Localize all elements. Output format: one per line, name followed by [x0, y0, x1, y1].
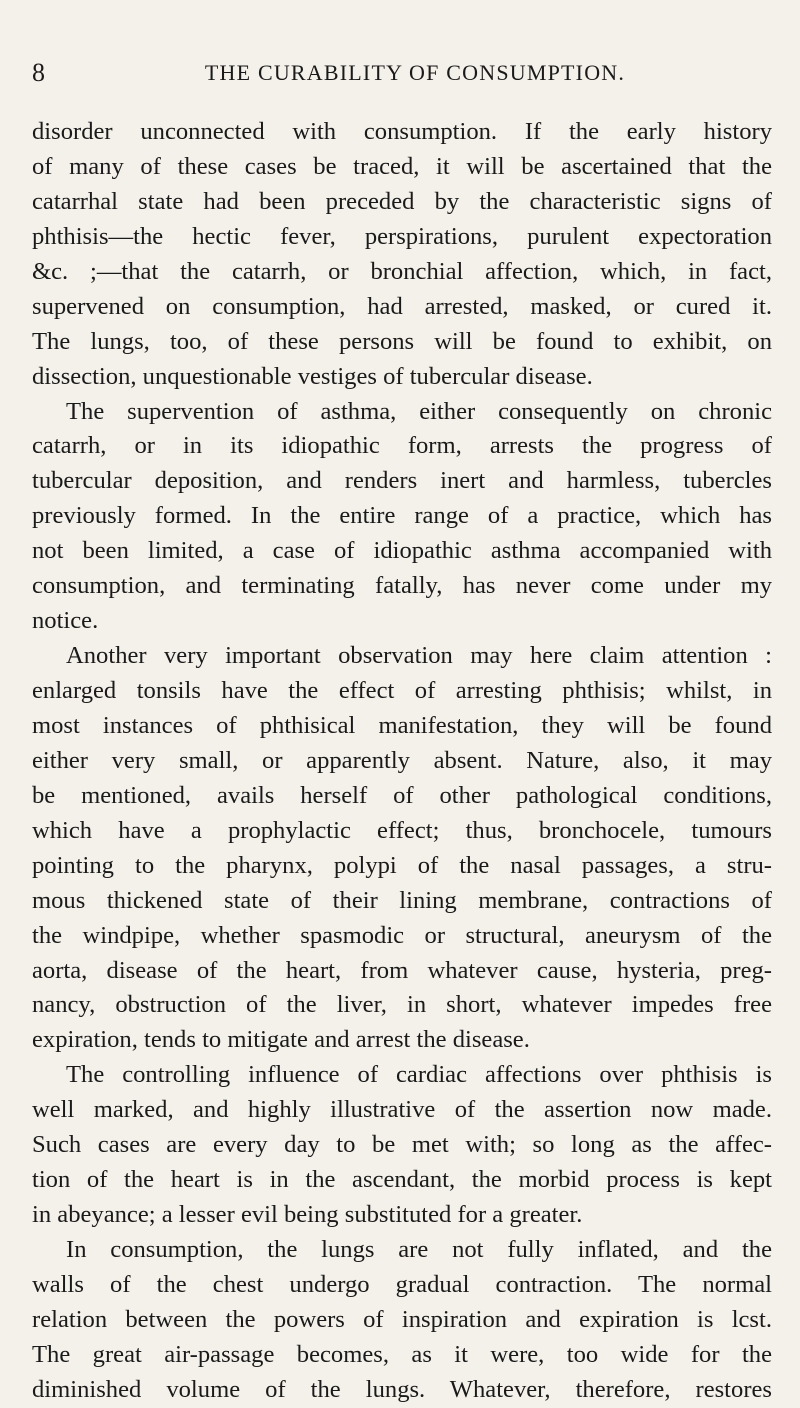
text-line: consumption, and terminating fatally, has never come under my — [32, 572, 772, 600]
text-line: enlarged tonsils have the effect of arresting phthisis; whilst, in — [32, 677, 772, 704]
text-line: nancy, obstruction of the liver, in short, whatever impedes free — [32, 991, 772, 1019]
text-line: phthisis—the hectic fever, perspirations, purulent expectoration — [32, 222, 772, 250]
text-line: The supervention of asthma, either consequently on chronic — [66, 397, 772, 425]
text-line: catarrhal state had been preceded by the characteristic signs of — [32, 187, 772, 215]
text-line: pointing to the pharynx, polypi of the nasal passages, a stru- — [32, 851, 772, 879]
text-line: The lungs, too, of these persons will be found to exhibit, on — [32, 327, 772, 355]
text-line: supervened on consumption, had arrested, masked, or cured it. — [32, 292, 772, 320]
text-line: The controlling influence of cardiac affections over phthisis is — [66, 1061, 772, 1089]
text-line: The great air-passage becomes, as it were, too wide for the — [32, 1340, 772, 1368]
text-line: in abeyance; a lesser evil being substituted for a greater. — [32, 1201, 583, 1229]
text-line: notice. — [32, 607, 99, 635]
text-line: well marked, and highly illustrative of the assertion now made. — [32, 1096, 772, 1124]
text-line: expiration, tends to mitigate and arrest the disease. — [32, 1026, 530, 1054]
text-line: catarrh, or in its idiopathic form, arrests the progress of — [32, 432, 772, 460]
text-line: diminished volume of the lungs. Whatever, therefore, restores — [32, 1375, 772, 1403]
text-line: relation between the powers of inspiration and expiration is lcst. — [32, 1305, 772, 1333]
text-line: &c. ;—that the catarrh, or bronchial affection, which, in fact, — [32, 257, 772, 285]
text-line: which have a prophylactic effect; thus, bronchocele, tumours — [32, 816, 772, 844]
page-number: 8 — [32, 58, 46, 87]
text-line: Such cases are every day to be met with; so long as the affec- — [32, 1131, 772, 1159]
text-line: In consumption, the lungs are not fully inflated, and the — [66, 1236, 772, 1263]
text-line: tubercular deposition, and renders inert and harmless, tubercles — [32, 467, 772, 495]
text-line: Another very important observation may here claim attention : — [66, 642, 772, 670]
text-line: tion of the heart is in the ascendant, the morbid process is kept — [32, 1166, 772, 1194]
body-text — [32, 115, 772, 1408]
text-line: the windpipe, whether spasmodic or structural, aneurysm of the — [32, 921, 772, 949]
text-line: disorder unconnected with consumption. If the early history — [32, 118, 772, 145]
text-line: not been limited, a case of idiopathic asthma accompanied with — [32, 537, 772, 565]
text-line: previously formed. In the entire range of a practice, which has — [32, 502, 772, 530]
text-line: of many of these cases be traced, it will be ascertained that the — [32, 152, 772, 180]
running-title: THE CURABILITY OF CONSUMPTION. — [204, 60, 626, 85]
text-line: walls of the chest undergo gradual contraction. The normal — [32, 1270, 772, 1298]
text-line: be mentioned, avails herself of other pathological conditions, — [32, 781, 772, 809]
running-head — [32, 58, 768, 94]
text-line: either very small, or apparently absent. Nature, also, it may — [32, 746, 772, 774]
text-line: aorta, disease of the heart, from whatever cause, hysteria, preg- — [32, 956, 772, 984]
text-line: dissection, unquestionable vestiges of tubercular disease. — [32, 362, 593, 390]
text-line: mous thickened state of their lining membrane, contractions of — [32, 886, 772, 914]
text-line: most instances of phthisical manifestation, they will be found — [32, 711, 772, 739]
